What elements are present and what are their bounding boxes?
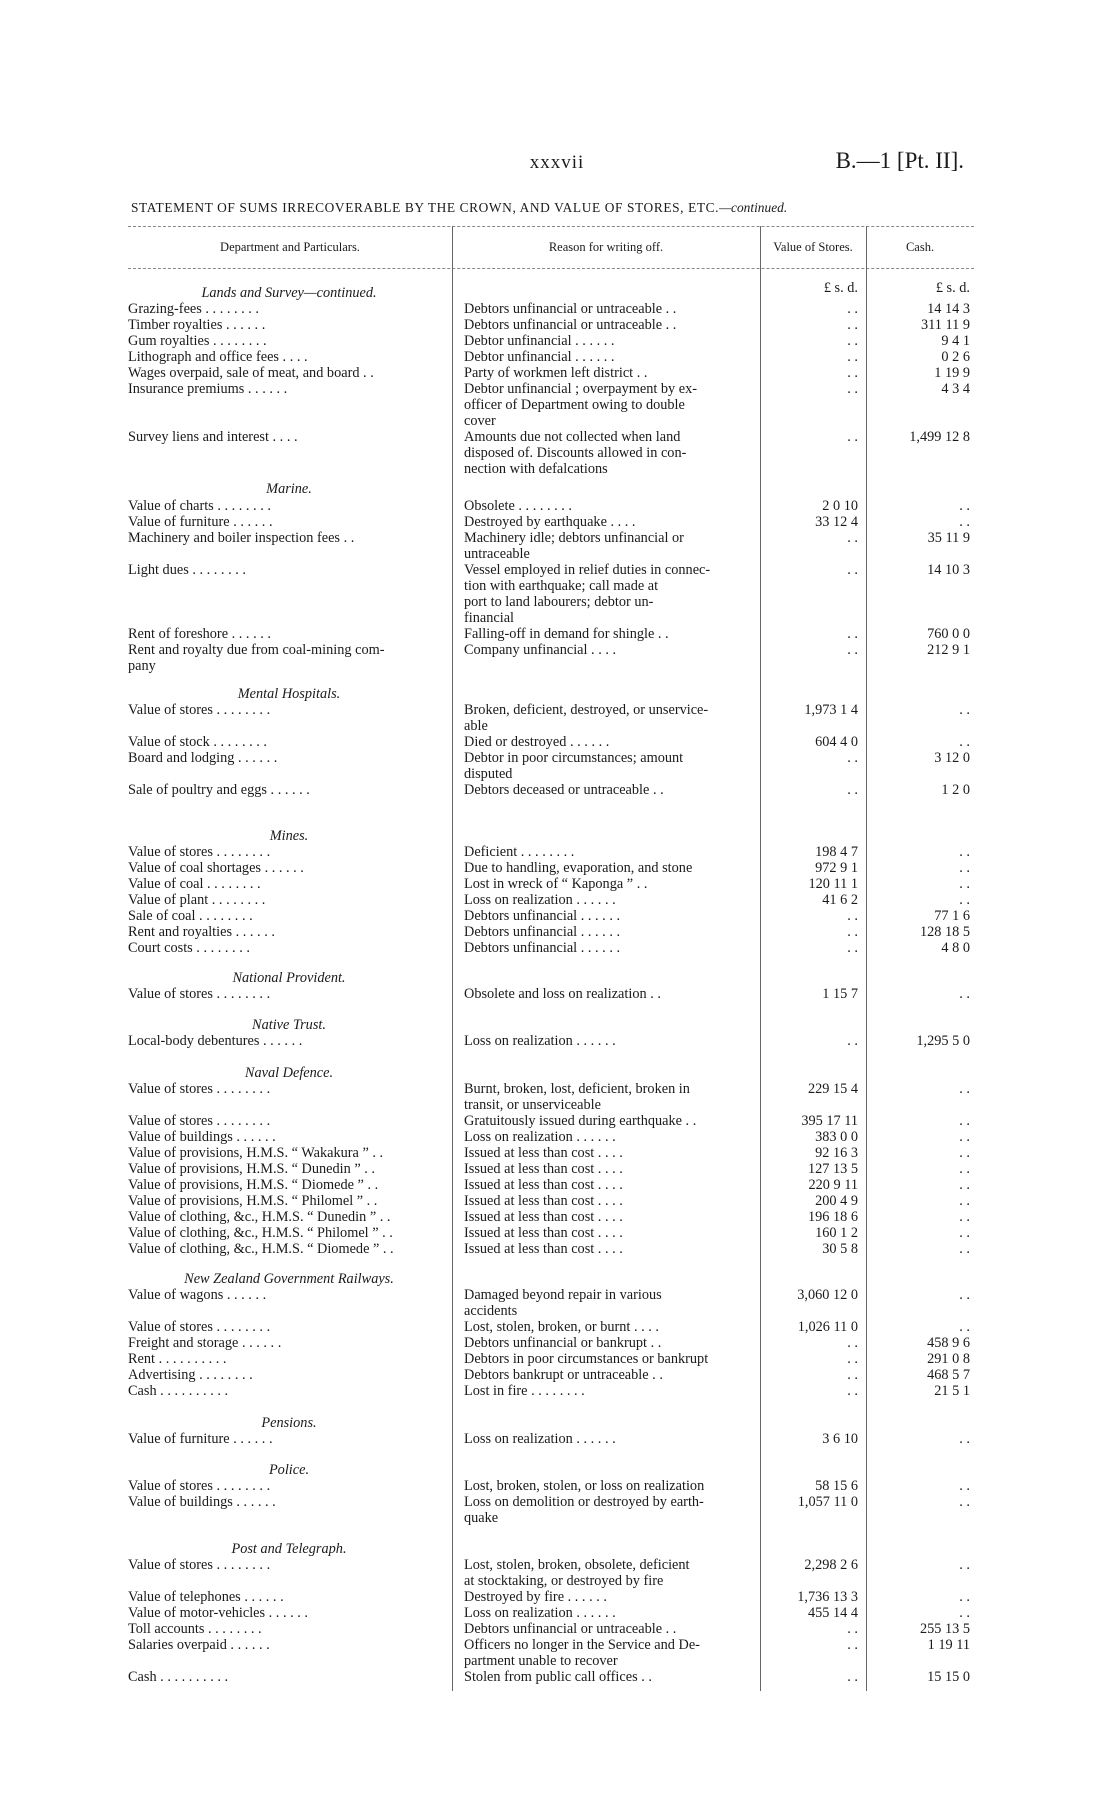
reason-cell: Debtors unfinancial . . . . . . — [464, 940, 621, 956]
particulars-cell: Value of buildings . . . . . . — [128, 1129, 276, 1145]
particulars-cell: Cash . . . . . . . . . . — [128, 1383, 229, 1399]
document-reference: B.—1 [Pt. II]. — [835, 148, 964, 173]
reason-cell: Stolen from public call offices . . — [464, 1669, 652, 1685]
column-header-reason: Reason for writing off. — [548, 240, 664, 254]
particulars-cell: Value of stores . . . . . . . . — [128, 986, 271, 1002]
reason-cell: Amounts due not collected when land — [464, 429, 681, 445]
particulars-cell: Value of provisions, H.M.S. “ Dunedin ” . . — [128, 1161, 375, 1177]
reason-cell: Debtors unfinancial or bankrupt . . — [464, 1335, 662, 1351]
reason-cell: Debtors unfinancial . . . . . . — [464, 924, 621, 940]
particulars-cell: Value of clothing, &c., H.M.S. “ Diomede ” . . — [128, 1241, 394, 1257]
particulars-cell: Light dues . . . . . . . . — [128, 562, 246, 578]
particulars-cell: Value of furniture . . . . . . — [128, 514, 273, 530]
particulars-cell: Advertising . . . . . . . . — [128, 1367, 253, 1383]
reason-cell: financial — [464, 610, 515, 626]
particulars-cell: Value of telephones . . . . . . — [128, 1589, 284, 1605]
particulars-cell: Cash . . . . . . . . . . — [128, 1669, 229, 1685]
particulars-cell: Rent of foreshore . . . . . . — [128, 626, 271, 642]
reason-cell: Loss on realization . . . . . . — [464, 892, 616, 908]
particulars-cell: Wages overpaid, sale of meat, and board . . — [128, 365, 374, 381]
reason-cell: partment unable to recover — [464, 1653, 618, 1669]
reason-cell: Issued at less than cost . . . . — [464, 1209, 623, 1225]
reason-cell: Falling-off in demand for shingle . . — [464, 626, 669, 642]
reason-cell: Loss on realization . . . . . . — [464, 1033, 616, 1049]
particulars-cell: Salaries overpaid . . . . . . — [128, 1637, 270, 1653]
section-title: Naval Defence. — [244, 1065, 334, 1081]
reason-cell: accidents — [464, 1303, 518, 1319]
reason-cell: Obsolete . . . . . . . . — [464, 498, 573, 514]
reason-cell: Company unfinancial . . . . — [464, 642, 617, 658]
reason-cell: port to land labourers; debtor un- — [464, 594, 654, 610]
reason-cell: Debtor in poor circumstances; amount — [464, 750, 684, 766]
column-header-stores: Value of Stores. — [773, 240, 853, 254]
reason-cell: Lost, stolen, broken, obsolete, deficient — [464, 1557, 690, 1573]
reason-cell: Lost, broken, stolen, or loss on realization — [464, 1478, 705, 1494]
section-title: National Provident. — [232, 970, 346, 986]
statement-heading — [131, 200, 979, 216]
reason-cell: Destroyed by earthquake . . . . — [464, 514, 636, 530]
reason-cell: tion with earthquake; call made at — [464, 578, 659, 594]
heading-main: STATEMENT OF SUMS IRRECOVERABLE BY THE CROWN, AND VALUE OF STORES, ETC. — [131, 200, 720, 215]
reason-cell: Issued at less than cost . . . . — [464, 1193, 623, 1209]
particulars-cell: Board and lodging . . . . . . — [128, 750, 278, 766]
section-title: Marine. — [266, 481, 312, 497]
reason-cell: Officers no longer in the Service and De- — [464, 1637, 700, 1653]
reason-cell: disposed of. Discounts allowed in con- — [464, 445, 687, 461]
particulars-cell: Value of stores . . . . . . . . — [128, 1113, 271, 1129]
particulars-cell: Survey liens and interest . . . . — [128, 429, 298, 445]
particulars-cell: Value of stores . . . . . . . . — [128, 1319, 271, 1335]
reason-cell: Lost in wreck of “ Kaponga ” . . — [464, 876, 648, 892]
reason-cell: Burnt, broken, lost, deficient, broken in — [464, 1081, 690, 1097]
particulars-cell: Value of furniture . . . . . . — [128, 1431, 273, 1447]
reason-cell: Debtors unfinancial or untraceable . . — [464, 301, 677, 317]
particulars-cell: Sale of coal . . . . . . . . — [128, 908, 253, 924]
column-divider-2 — [760, 226, 761, 1691]
section-title: Native Trust. — [252, 1017, 326, 1033]
reason-cell: Debtors deceased or untraceable . . — [464, 782, 664, 798]
particulars-cell: Value of stores . . . . . . . . — [128, 844, 271, 860]
reason-cell: Issued at less than cost . . . . — [464, 1161, 623, 1177]
particulars-cell: Value of buildings . . . . . . — [128, 1494, 276, 1510]
particulars-cell: Toll accounts . . . . . . . . — [128, 1621, 262, 1637]
reason-cell: Loss on realization . . . . . . — [464, 1431, 616, 1447]
column-header-department: Department and Particulars. — [220, 240, 360, 254]
reason-cell: officer of Department owing to double — [464, 397, 685, 413]
particulars-cell: Value of provisions, H.M.S. “ Philomel ” . . — [128, 1193, 378, 1209]
header-top-rule — [128, 226, 974, 227]
reason-cell: Damaged beyond repair in various — [464, 1287, 662, 1303]
reason-cell: able — [464, 718, 488, 734]
reason-cell: Machinery idle; debtors unfinancial or — [464, 530, 684, 546]
reason-cell: disputed — [464, 766, 513, 782]
particulars-cell: pany — [128, 658, 156, 674]
reason-cell: cover — [464, 413, 496, 429]
reason-cell: Debtors bankrupt or untraceable . . — [464, 1367, 663, 1383]
section-title: Lands and Survey—continued. — [201, 285, 377, 301]
reason-cell: at stocktaking, or destroyed by fire — [464, 1573, 664, 1589]
reason-cell: Debtors unfinancial or untraceable . . — [464, 1621, 677, 1637]
particulars-cell: Insurance premiums . . . . . . — [128, 381, 288, 397]
reason-cell: Issued at less than cost . . . . — [464, 1241, 623, 1257]
particulars-cell: Value of charts . . . . . . . . — [128, 498, 271, 514]
column-header-cash: Cash. — [905, 240, 935, 254]
reason-cell: nection with defalcations — [464, 461, 608, 477]
particulars-cell: Value of provisions, H.M.S. “ Wakakura ” . . — [128, 1145, 384, 1161]
reason-cell: Issued at less than cost . . . . — [464, 1177, 623, 1193]
particulars-cell: Value of plant . . . . . . . . — [128, 892, 266, 908]
reason-cell: Party of workmen left district . . — [464, 365, 648, 381]
section-title: Mental Hospitals. — [237, 686, 341, 702]
header-bottom-rule — [128, 268, 974, 269]
reason-cell: Issued at less than cost . . . . — [464, 1145, 623, 1161]
particulars-cell: Lithograph and office fees . . . . — [128, 349, 308, 365]
column-divider-3 — [866, 226, 867, 1691]
reason-cell: Loss on realization . . . . . . — [464, 1129, 616, 1145]
particulars-cell: Machinery and boiler inspection fees . . — [128, 530, 355, 546]
section-title: Post and Telegraph. — [231, 1541, 347, 1557]
particulars-cell: Court costs . . . . . . . . — [128, 940, 250, 956]
particulars-cell: Value of clothing, &c., H.M.S. “ Philomel ” . . — [128, 1225, 393, 1241]
reason-cell: Broken, deficient, destroyed, or unservice- — [464, 702, 709, 718]
particulars-cell: Gum royalties . . . . . . . . — [128, 333, 267, 349]
particulars-cell: Value of coal shortages . . . . . . — [128, 860, 304, 876]
particulars-cell: Rent . . . . . . . . . . — [128, 1351, 227, 1367]
reason-cell: Loss on demolition or destroyed by earth- — [464, 1494, 704, 1510]
reason-cell: Issued at less than cost . . . . — [464, 1225, 623, 1241]
particulars-cell: Value of stock . . . . . . . . — [128, 734, 267, 750]
reason-cell: Debtors in poor circumstances or bankrupt — [464, 1351, 709, 1367]
reason-cell: Obsolete and loss on realization . . — [464, 986, 661, 1002]
particulars-cell: Timber royalties . . . . . . — [128, 317, 266, 333]
reason-cell: Lost in fire . . . . . . . . — [464, 1383, 585, 1399]
particulars-cell: Value of stores . . . . . . . . — [128, 1081, 271, 1097]
particulars-cell: Local-body debentures . . . . . . — [128, 1033, 303, 1049]
reason-cell: Died or destroyed . . . . . . — [464, 734, 610, 750]
particulars-cell: Sale of poultry and eggs . . . . . . — [128, 782, 310, 798]
section-title: Pensions. — [261, 1415, 317, 1431]
reason-cell: Debtors unfinancial . . . . . . — [464, 908, 621, 924]
section-title: Police. — [268, 1462, 310, 1478]
particulars-cell: Grazing-fees . . . . . . . . — [128, 301, 260, 317]
reason-cell: Destroyed by fire . . . . . . — [464, 1589, 607, 1605]
heading-suffix: —continued. — [719, 200, 788, 215]
particulars-cell: Value of coal . . . . . . . . — [128, 876, 261, 892]
column-divider-1 — [452, 226, 453, 1691]
particulars-cell: Value of stores . . . . . . . . — [128, 1557, 271, 1573]
reason-cell: Debtor unfinancial . . . . . . — [464, 333, 615, 349]
particulars-cell: Value of provisions, H.M.S. “ Diomede ” . . — [128, 1177, 379, 1193]
reason-cell: Debtors unfinancial or untraceable . . — [464, 317, 677, 333]
section-title: New Zealand Government Railways. — [184, 1271, 394, 1287]
reason-cell: Vessel employed in relief duties in connec- — [464, 562, 711, 578]
reason-cell: Loss on realization . . . . . . — [464, 1605, 616, 1621]
particulars-cell: Value of motor-vehicles . . . . . . — [128, 1605, 308, 1621]
particulars-cell: Value of stores . . . . . . . . — [128, 1478, 271, 1494]
reason-cell: transit, or unserviceable — [464, 1097, 601, 1113]
particulars-cell: Value of stores . . . . . . . . — [128, 702, 271, 718]
reason-cell: Due to handling, evaporation, and stone — [464, 860, 693, 876]
reason-cell: Deficient . . . . . . . . — [464, 844, 575, 860]
section-title: Mines. — [269, 828, 309, 844]
particulars-cell: Rent and royalties . . . . . . — [128, 924, 275, 940]
particulars-cell: Freight and storage . . . . . . — [128, 1335, 282, 1351]
reason-cell: Lost, stolen, broken, or burnt . . . . — [464, 1319, 659, 1335]
reason-cell: Debtor unfinancial . . . . . . — [464, 349, 615, 365]
page-number: xxxvii — [529, 152, 585, 173]
reason-cell: untraceable — [464, 546, 530, 562]
particulars-cell: Rent and royalty due from coal-mining com- — [128, 642, 385, 658]
reason-cell: quake — [464, 1510, 499, 1526]
particulars-cell: Value of clothing, &c., H.M.S. “ Dunedin ” . . — [128, 1209, 391, 1225]
particulars-cell: Value of wagons . . . . . . — [128, 1287, 267, 1303]
reason-cell: Debtor unfinancial ; overpayment by ex- — [464, 381, 698, 397]
reason-cell: Gratuitously issued during earthquake . . — [464, 1113, 697, 1129]
